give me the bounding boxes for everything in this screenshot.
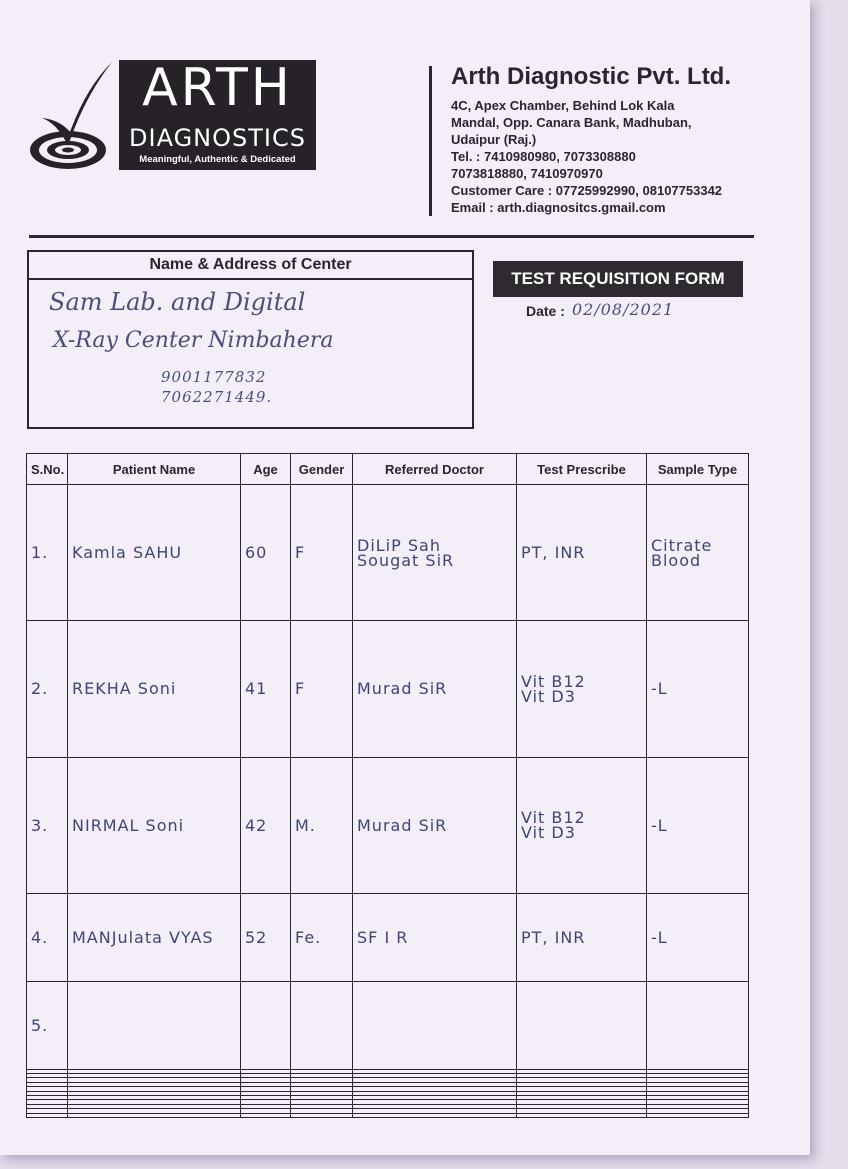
row-referred-doctor [353, 621, 517, 757]
table-row [27, 485, 749, 621]
row-gender: M. [291, 757, 353, 893]
row-test-prescribe [517, 621, 647, 757]
row-referred-doctor [353, 757, 517, 893]
row-referred-doctor-line: Murad SiR [357, 815, 448, 835]
row-test-prescribe-line: PT, INR [521, 543, 586, 563]
row-age [241, 981, 291, 1069]
empty-cell [647, 1113, 749, 1117]
center-name-handwriting: X-Ray Center Nimbahera [53, 328, 334, 353]
row-sno: 2. [27, 621, 68, 757]
address-line: Mandal, Opp. Canara Bank, Madhuban, [451, 115, 692, 130]
row-sample-type-line: -L [651, 927, 668, 947]
row-age: 41 [241, 621, 291, 757]
row-referred-doctor [353, 981, 517, 1069]
logo-tagline: Meaningful, Authentic & Dedicated [139, 154, 296, 165]
row-sno: 3. [27, 757, 68, 893]
row-sample-type-line: -L [651, 679, 668, 699]
date-label: Date : [526, 303, 565, 319]
company-info [451, 63, 731, 216]
table-row [27, 981, 749, 1069]
row-sample-type [647, 757, 749, 893]
row-test-prescribe [517, 757, 647, 893]
row-sample-type-line: -L [651, 815, 668, 835]
column-header-test-prescribe: Test Prescribe [517, 454, 647, 485]
center-heading: Name & Address of Center [29, 252, 472, 280]
table-row [27, 757, 749, 893]
column-header-sample-type: Sample Type [647, 454, 749, 485]
logo-main-text: ARTH [142, 58, 293, 118]
table-row [27, 893, 749, 981]
row-referred-doctor [353, 893, 517, 981]
row-sample-type-line: Citrate [651, 535, 713, 555]
row-test-prescribe-line: Vit D3 [521, 823, 576, 843]
row-patient-name [68, 981, 241, 1069]
empty-cell [241, 1113, 291, 1117]
row-test-prescribe-line: PT, INR [521, 927, 586, 947]
row-gender: F [291, 621, 353, 757]
logo-sub-text: DIAGNOSTICS [129, 124, 306, 152]
row-referred-doctor [353, 485, 517, 621]
row-gender: Fe. [291, 893, 353, 981]
row-sno: 1. [27, 485, 68, 621]
center-name-handwriting: Sam Lab. and Digital [49, 288, 306, 316]
row-sno: 5. [27, 981, 68, 1069]
brand-logo [119, 60, 316, 170]
row-referred-doctor-line: Murad SiR [357, 679, 448, 699]
telephone-line: Tel. : 7410980980, 7073308880 [451, 149, 636, 164]
table-row [27, 1113, 749, 1117]
company-name: Arth Diagnostic Pvt. Ltd. [451, 63, 732, 90]
row-sample-type [647, 981, 749, 1069]
column-header-patient-name: Patient Name [68, 454, 241, 485]
row-gender: F [291, 485, 353, 621]
row-age: 42 [241, 757, 291, 893]
row-test-prescribe-line: Vit B12 [521, 808, 586, 828]
row-test-prescribe [517, 485, 647, 621]
empty-cell [291, 1113, 353, 1117]
row-patient-name: Kamla SAHU [68, 485, 241, 621]
header-divider [429, 66, 432, 216]
row-patient-name: REKHA Soni [68, 621, 241, 757]
row-age: 52 [241, 893, 291, 981]
target-check-logo-icon [28, 58, 123, 173]
table-header-row [27, 454, 749, 485]
column-header-gender: Gender [291, 454, 353, 485]
row-test-prescribe-line: Vit B12 [521, 671, 586, 691]
address-line: Udaipur (Raj.) [451, 132, 537, 147]
table-body [27, 485, 749, 1118]
row-referred-doctor-line: Sougat SiR [357, 550, 455, 570]
column-header-age: Age [241, 454, 291, 485]
center-phone-handwriting: 7062271449. [161, 388, 273, 406]
table-row [27, 621, 749, 757]
row-sample-type-line: Blood [651, 550, 702, 570]
row-patient-name: NIRMAL Soni [68, 757, 241, 893]
row-referred-doctor-line: SF I R [357, 927, 409, 947]
row-referred-doctor-line: DiLiP Sah [357, 535, 441, 555]
address-line: 4C, Apex Chamber, Behind Lok Kala [451, 98, 675, 113]
row-test-prescribe [517, 981, 647, 1069]
telephone-line: 7073818880, 7410970970 [451, 166, 603, 181]
column-header-referred-doctor: Referred Doctor [353, 454, 517, 485]
email-line: Email : arth.diagnositcs.gmail.com [451, 200, 666, 215]
header-rule [29, 235, 754, 238]
center-address-box [27, 250, 474, 429]
form-title: TEST REQUISITION FORM [493, 261, 743, 297]
row-sample-type [647, 621, 749, 757]
empty-cell [353, 1113, 517, 1117]
column-header-sno: S.No. [27, 454, 68, 485]
row-sample-type [647, 485, 749, 621]
empty-cell [27, 1113, 68, 1117]
patient-table [26, 453, 749, 1118]
row-gender [291, 981, 353, 1069]
row-test-prescribe [517, 893, 647, 981]
row-sample-type [647, 893, 749, 981]
date-value: 02/08/2021 [572, 300, 675, 319]
row-sno: 4. [27, 893, 68, 981]
empty-cell [517, 1113, 647, 1117]
customer-care-line: Customer Care : 07725992990, 08107753342 [451, 183, 723, 198]
row-test-prescribe-line: Vit D3 [521, 686, 576, 706]
row-patient-name: MANJulata VYAS [68, 893, 241, 981]
empty-cell [68, 1113, 241, 1117]
row-age: 60 [241, 485, 291, 621]
center-phone-handwriting: 9001177832 [161, 368, 267, 386]
